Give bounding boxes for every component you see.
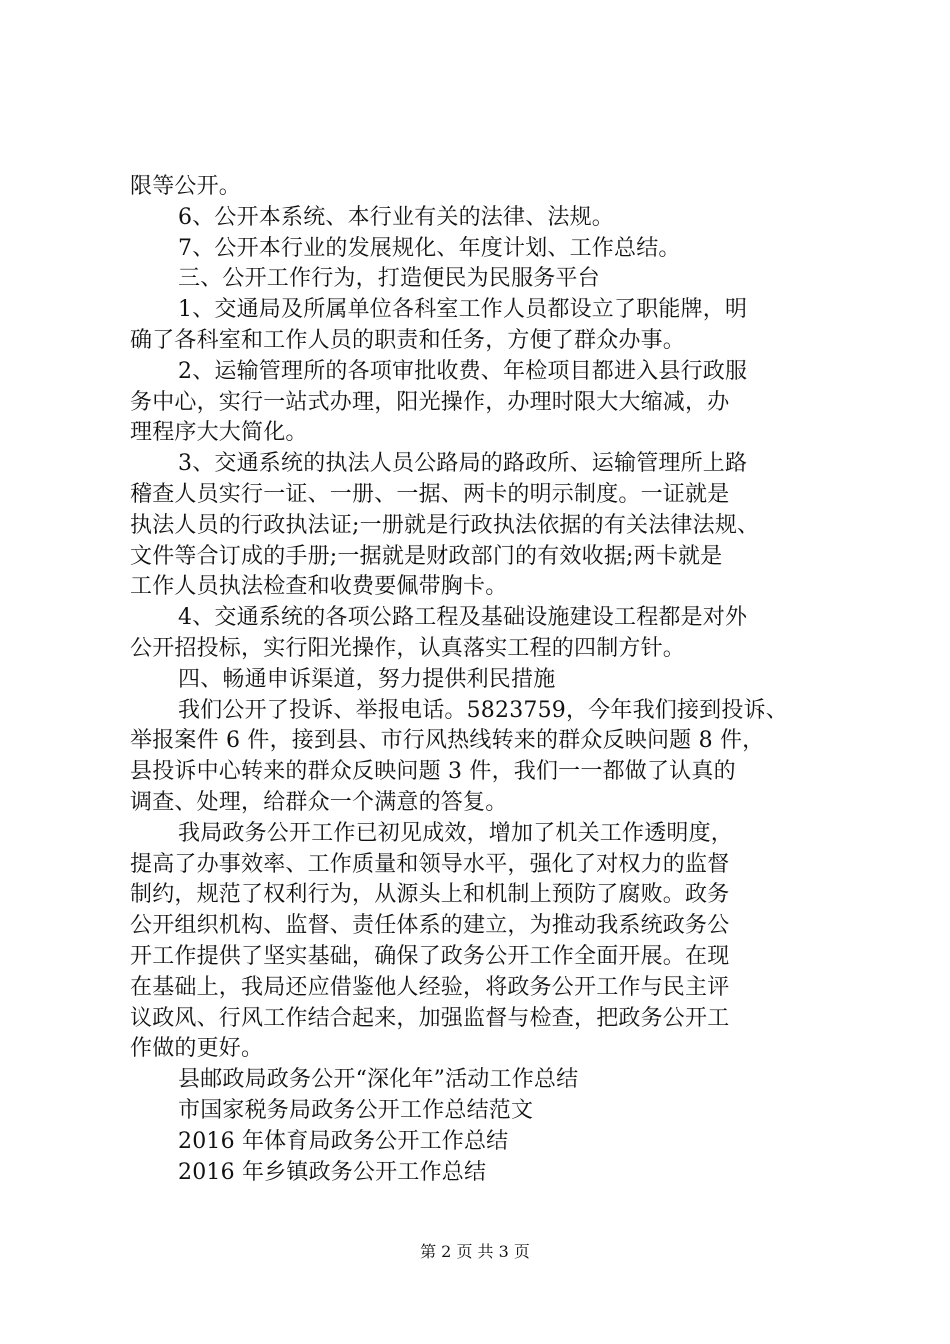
text-line: 公开招投标，实行阳光操作，认真落实工程的四制方针。 bbox=[130, 635, 686, 661]
text-line: 县邮政局政务公开“深化年”活动工作总结 bbox=[178, 1067, 579, 1093]
text-line: 3、交通系统的执法人员公路局的路政所、运输管理所上路 bbox=[178, 451, 748, 477]
page-footer: 第 2 页 共 3 页 bbox=[420, 1242, 530, 1261]
text-line: 确了各科室和工作人员的职责和任务，方便了群众办事。 bbox=[130, 327, 686, 353]
text-line: 四、畅通申诉渠道，努力提供利民措施 bbox=[178, 666, 556, 692]
text-line: 理程序大大简化。 bbox=[130, 420, 308, 446]
text-line: 限等公开。 bbox=[130, 174, 242, 199]
text-line: 我局政务公开工作已初见成效，增加了机关工作透明度， bbox=[178, 820, 734, 846]
text-line: 2016 年乡镇政务公开工作总结 bbox=[178, 1159, 487, 1185]
text-line: 三、公开工作行为，打造便民为民服务平台 bbox=[178, 266, 600, 292]
text-line: 举报案件 6 件，接到县、市行风热线转来的群众反映问题 8 件， bbox=[130, 728, 765, 754]
text-line: 2016 年体育局政务公开工作总结 bbox=[178, 1128, 509, 1154]
text-line: 议政风、行风工作结合起来，加强监督与检查，把政务公开工 bbox=[130, 1005, 730, 1031]
text-line: 公开组织机构、监督、责任体系的建立，为推动我系统政务公 bbox=[130, 913, 730, 939]
text-line: 我们公开了投诉、举报电话。5823759，今年我们接到投诉、 bbox=[178, 697, 788, 723]
document-body bbox=[130, 172, 830, 1188]
text-line: 执法人员的行政执法证;一册就是行政执法依据的有关法律法规、 bbox=[130, 512, 760, 538]
text-line: 6、公开本系统、本行业有关的法律、法规。 bbox=[178, 204, 614, 230]
text-line: 2、运输管理所的各项审批收费、年检项目都进入县行政服 bbox=[178, 358, 748, 384]
text-line: 作做的更好。 bbox=[130, 1036, 264, 1062]
text-line: 开工作提供了坚实基础，确保了政务公开工作全面开展。在现 bbox=[130, 943, 730, 969]
text-line: 4、交通系统的各项公路工程及基础设施建设工程都是对外 bbox=[178, 605, 748, 631]
text-line: 提高了办事效率、工作质量和领导水平，强化了对权力的监督 bbox=[130, 851, 730, 877]
text-line: 调查、处理，给群众一个满意的答复。 bbox=[130, 789, 508, 815]
text-line: 1、交通局及所属单位各科室工作人员都设立了职能牌，明 bbox=[178, 297, 748, 323]
text-line: 县投诉中心转来的群众反映问题 3 件，我们一一都做了认真的 bbox=[130, 759, 736, 785]
text-line: 制约，规范了权利行为，从源头上和机制上预防了腐败。政务 bbox=[130, 882, 730, 908]
text-line: 7、公开本行业的发展规化、年度计划、工作总结。 bbox=[178, 235, 681, 261]
text-line: 文件等合订成的手册;一据就是财政部门的有效收据;两卡就是 bbox=[130, 543, 723, 569]
text-line: 工作人员执法检查和收费要佩带胸卡。 bbox=[130, 574, 508, 600]
text-line: 稽查人员实行一证、一册、一据、两卡的明示制度。一证就是 bbox=[130, 481, 730, 507]
text-line: 务中心，实行一站式办理，阳光操作，办理时限大大缩减，办 bbox=[130, 389, 730, 415]
text-line: 在基础上，我局还应借鉴他人经验，将政务公开工作与民主评 bbox=[130, 974, 730, 1000]
text-line: 市国家税务局政务公开工作总结范文 bbox=[178, 1097, 534, 1123]
